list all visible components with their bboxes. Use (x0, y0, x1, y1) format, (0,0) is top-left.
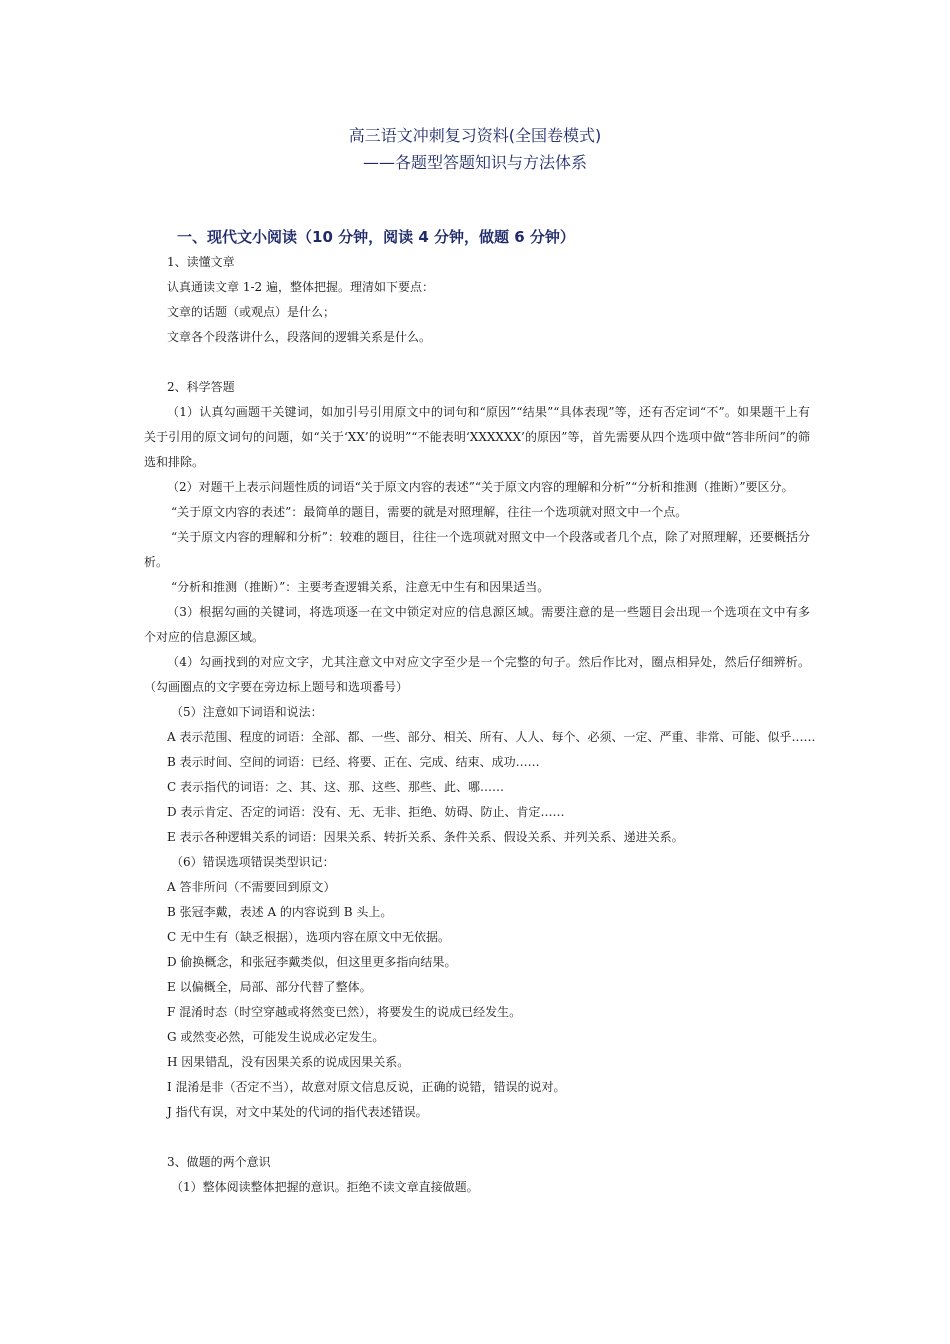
paragraph: 认真通读文章 1-2 遍，整体把握。理清如下要点： (167, 280, 434, 294)
list-item: B 表示时间、空间的词语：已经、将要、正在、完成、结束、成功…… (167, 755, 540, 769)
paragraph: （4）勾画找到的对应文字，尤其注意文中对应文字至少是一个完整的句子。然后作比对，圈点相异处，然后仔细辨析。（勾画圈点的文字要在旁边标上题号和选项番号） (144, 655, 810, 694)
paragraph: “分析和推测（推断）”：主要考查逻辑关系，注意无中生有和因果适当。 (171, 580, 550, 594)
list-item: I 混淆是非（否定不当），故意对原文信息反说，正确的说错，错误的说对。 (167, 1080, 566, 1094)
subsection-heading: （6）错误选项错误类型识记： (171, 855, 335, 869)
paragraph: “关于原文内容的理解和分析”：较难的题目，往往一个选项就对照文中一个段落或者几个点，除了对照理解，还要概括分析。 (144, 530, 810, 569)
paragraph: （3）根据勾画的关键词，将选项逐一在文中锁定对应的信息源区域。需要注意的是一些题目会出现一个选项在文中有多个对应的信息源区域。 (144, 605, 810, 644)
list-item: D 表示肯定、否定的词语：没有、无、无非、拒绝、妨碍、防止、肯定…… (167, 805, 565, 819)
list-item: C 表示指代的词语：之、其、这、那、这些、那些、此、哪…… (167, 780, 504, 794)
list-item: C 无中生有（缺乏根据），选项内容在原文中无依据。 (167, 930, 450, 944)
list-item: J 指代有误，对文中某处的代词的指代表述错误。 (167, 1105, 428, 1119)
list-item: A 答非所问（不需要回到原文） (167, 880, 336, 894)
part1-heading: 1、读懂文章 (167, 255, 235, 269)
list-item: G 或然变必然，可能发生说成必定发生。 (167, 1030, 385, 1044)
list-item: E 以偏概全，局部、部分代替了整体。 (167, 980, 372, 994)
list-item: H 因果错乱，没有因果关系的说成因果关系。 (167, 1055, 410, 1069)
part2-heading: 2、科学答题 (167, 380, 235, 394)
paragraph: （1）整体阅读整体把握的意识。拒绝不读文章直接做题。 (171, 1180, 479, 1194)
list-item: E 表示各种逻辑关系的词语：因果关系、转折关系、条件关系、假设关系、并列关系、递进关系。 (167, 830, 684, 844)
spacer (144, 1125, 810, 1150)
paragraph: （1）认真勾画题干关键词，如加引号引用原文中的词句和“原因”“结果”“具体表现”等，还有否定词“不”。如果题干上有关于引用的原文词句的问题，如“关于‘XX’的说明”“不能表明‘XXXXXX’的原因”等，首先需要从四个选项中做“答非所问”的筛选和排除。 (144, 405, 810, 469)
paragraph: “关于原文内容的表述”：最简单的题目，需要的就是对照理解，往往一个选项就对照文中一个点。 (171, 505, 688, 519)
paragraph: 文章的话题（或观点）是什么； (167, 305, 336, 319)
section-heading: 一、现代文小阅读（10 分钟，阅读 4 分钟，做题 6 分钟） (177, 228, 575, 246)
subsection-heading: （5）注意如下词语和说法： (171, 705, 323, 719)
list-item: A 表示范围、程度的词语：全部、都、一些、部分、相关、所有、人人、每个、必须、一定、严重、非常、可能、似乎…… (167, 730, 816, 744)
list-item: B 张冠李戴，表述 A 的内容说到 B 头上。 (167, 905, 393, 919)
paragraph: 文章各个段落讲什么，段落间的逻辑关系是什么。 (167, 330, 432, 344)
document-subtitle: ——各题型答题知识与方法体系 (362, 153, 587, 172)
list-item: D 偷换概念，和张冠李戴类似，但这里更多指向结果。 (167, 955, 457, 969)
paragraph: （2）对题干上表示问题性质的词语“关于原文内容的表述”“关于原文内容的理解和分析”“分析和推测（推断）”要区分。 (167, 480, 794, 494)
spacer (144, 350, 810, 375)
document-body (144, 250, 816, 1200)
document-title: 高三语文冲刺复习资料(全国卷模式) (348, 126, 602, 145)
list-item: F 混淆时态（时空穿越或将然变已然），将要发生的说成已经发生。 (167, 1005, 522, 1019)
part3-heading: 3、做题的两个意识 (167, 1155, 271, 1169)
